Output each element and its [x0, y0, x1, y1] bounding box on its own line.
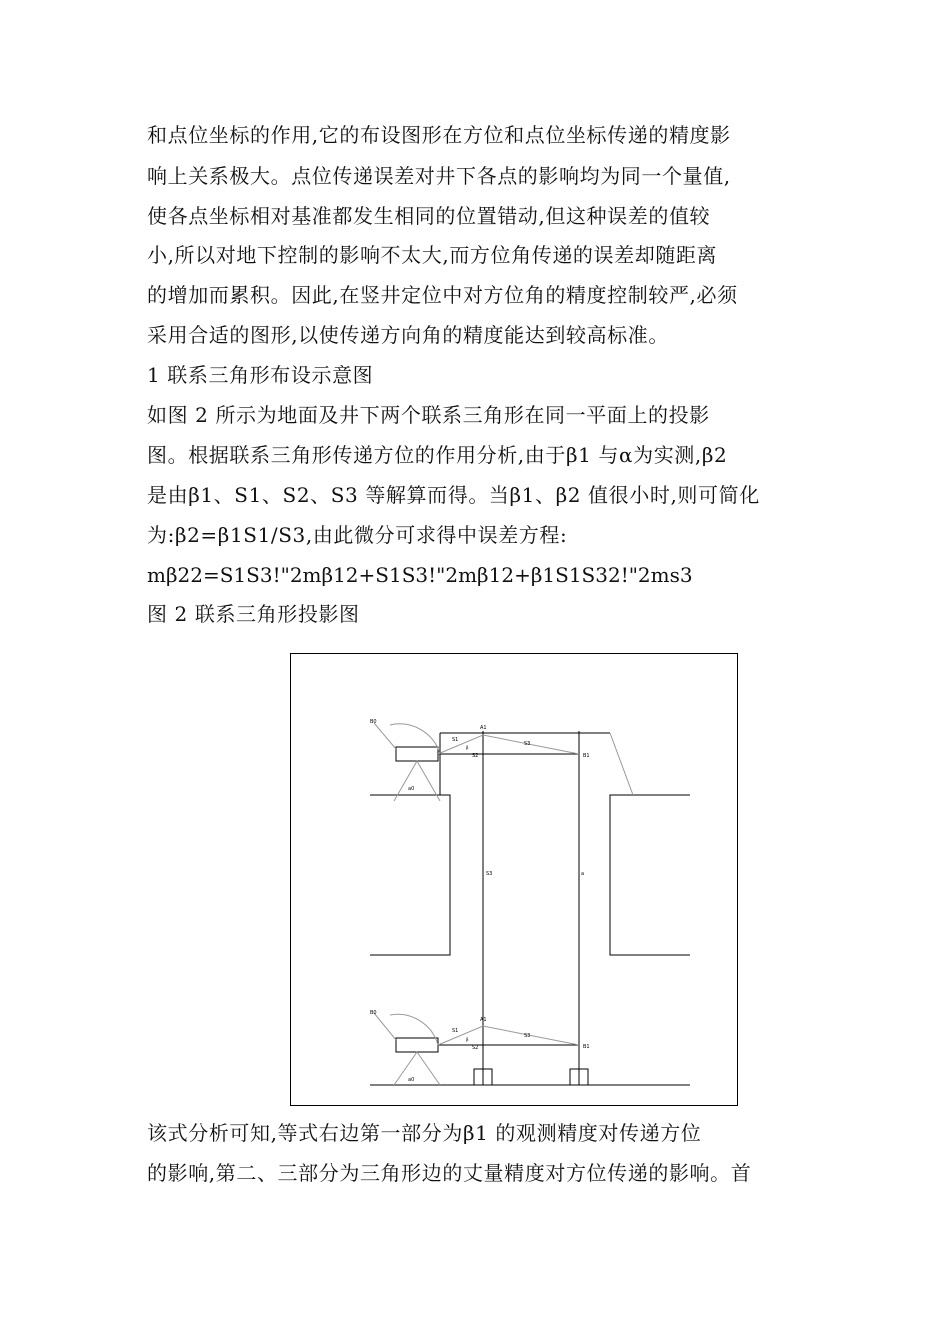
- paragraph-3-line-1: 该式分析可知,等式右边第一部分为β1 的观测精度对传递方位: [147, 1121, 702, 1145]
- triangle-projection-figure: [290, 653, 738, 1106]
- label-bot-s2: S2: [472, 1045, 479, 1051]
- paragraph-2-line-4: 为:β2=β1S1/S3,由此微分可求得中误差方程:: [147, 523, 568, 547]
- paragraph-1-line-5: 的增加而累积。因此,在竖井定位中对方位角的精度控制较严,必须: [147, 283, 738, 307]
- figure-drawing: [290, 653, 738, 1106]
- underground-angle-arc: [390, 1014, 438, 1045]
- paragraph-2-line-1: 如图 2 所示为地面及井下两个联系三角形在同一平面上的投影: [147, 403, 710, 427]
- surface-right-post: [610, 733, 633, 795]
- underground-tripod: [394, 1052, 440, 1085]
- error-formula: mβ22=S1S3!"2mβ12+S1S3!"2mβ12+β1S1S32!"2ms3: [147, 563, 693, 587]
- surface-angle-arc: [390, 724, 440, 754]
- label-bot-s3: S3: [524, 1033, 531, 1039]
- paragraph-1-line-6: 采用合适的图形,以使传递方向角的精度能达到较高标准。: [147, 323, 669, 347]
- label-top-left: B0: [370, 719, 377, 725]
- label-bot-b1: B1: [583, 1044, 590, 1050]
- shaft-wall-right: [610, 795, 690, 955]
- underground-instrument: [396, 1038, 438, 1052]
- label-top-s2: S2: [472, 753, 479, 759]
- surface-instrument: [396, 747, 438, 761]
- surface-direction-line: [374, 723, 396, 749]
- section-heading: 1 联系三角形布设示意图: [147, 363, 374, 387]
- label-bot-s1: S1: [452, 1028, 459, 1034]
- paragraph-1-line-1: 和点位坐标的作用,它的布设图形在方位和点位坐标传递的精度影: [147, 123, 731, 147]
- label-top-b1: B1: [583, 753, 590, 759]
- label-bot-a1: A1: [480, 1017, 487, 1023]
- surface-connection-triangle: [438, 735, 579, 754]
- underground-direction-line: [374, 1013, 396, 1040]
- label-top-a1: A1: [480, 725, 487, 731]
- label-bot-left: B0: [370, 1010, 377, 1016]
- paragraph-1-line-4: 小,所以对地下控制的影响不太大,而方位角传递的误差却随距离: [147, 243, 718, 267]
- paragraph-2-line-3: 是由β1、S1、S2、S3 等解算而得。当β1、β2 值很小时,则可简化: [147, 483, 760, 507]
- label-bot-beta: β: [466, 1037, 469, 1042]
- label-top-beta: β: [466, 745, 469, 750]
- paragraph-2-line-2: 图。根据联系三角形传递方位的作用分析,由于β1 与α为实测,β2: [147, 443, 728, 467]
- label-top-a0: a0: [408, 786, 415, 792]
- label-top-s1: S1: [452, 737, 459, 743]
- shaft-wall-left: [370, 795, 450, 955]
- figure-frame: [291, 654, 738, 1106]
- figure-caption: 图 2 联系三角形投影图: [147, 602, 360, 626]
- paragraph-1-line-3: 使各点坐标相对基准都发生相同的位置错动,但这种误差的值较: [147, 204, 711, 228]
- label-mid-s: S3: [486, 871, 493, 877]
- label-top-s3: S3: [524, 741, 531, 747]
- paragraph-1-line-2: 响上关系极大。点位传递误差对井下各点的影响均为同一个量值,: [147, 164, 731, 188]
- underground-connection-triangle: [438, 1026, 579, 1045]
- paragraph-3-line-2: 的影响,第二、三部分为三角形边的丈量精度对方位传递的影响。首: [147, 1161, 752, 1185]
- label-mid-a: a: [581, 871, 585, 877]
- label-bot-a0: a0: [408, 1077, 415, 1083]
